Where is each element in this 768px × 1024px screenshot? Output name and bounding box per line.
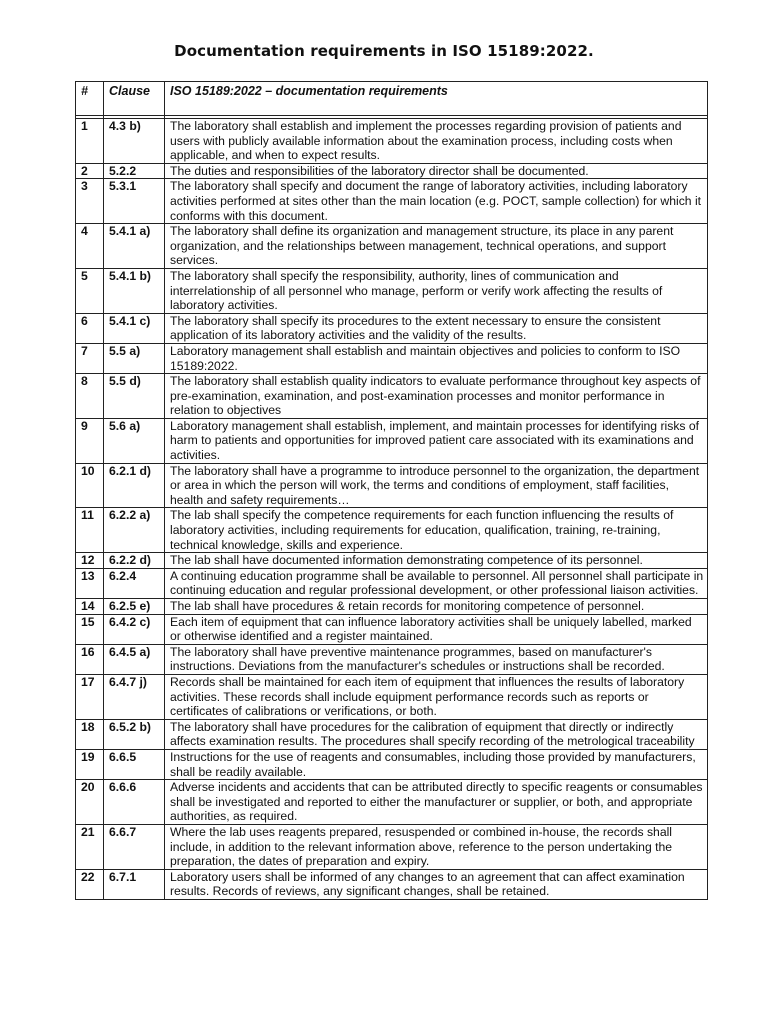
row-clause: 5.3.1	[104, 179, 165, 224]
row-clause: 6.2.2 a)	[104, 508, 165, 553]
table-row	[76, 313, 708, 343]
table-row	[76, 224, 708, 269]
row-clause: 5.4.1 a)	[104, 224, 165, 269]
row-clause: 5.5 d)	[104, 374, 165, 419]
table-row	[76, 119, 708, 164]
row-clause: 6.2.1 d)	[104, 463, 165, 508]
row-number: 7	[76, 343, 104, 373]
row-requirement-text: Where the lab uses reagents prepared, resuspended or combined in-house, the records shall include, in addition to the relevant information above, reference to the person undertaking the preparation, the dates of preparation and expiry.	[165, 824, 708, 869]
row-requirement-text: Laboratory management shall establish, implement, and maintain processes for identifying risks of harm to patients and opportunities for improved patient care associated with its examinations and activities.	[165, 418, 708, 463]
row-requirement-text: The duties and responsibilities of the laboratory director shall be documented.	[165, 163, 708, 179]
header-number: #	[76, 82, 104, 116]
row-requirement-text: Each item of equipment that can influence laboratory activities shall be uniquely labelled, marked or otherwise identified and a register maintained.	[165, 614, 708, 644]
table-row	[76, 869, 708, 899]
row-requirement-text: The laboratory shall specify its procedures to the extent necessary to ensure the consistent application of its laboratory activities and the validity of the results.	[165, 313, 708, 343]
row-clause: 6.4.5 a)	[104, 644, 165, 674]
row-clause: 6.6.5	[104, 749, 165, 779]
row-requirement-text: The lab shall have documented information demonstrating competence of its personnel.	[165, 553, 708, 569]
row-requirement-text: The laboratory shall establish and implement the processes regarding provision of patients and users with publicly available information about the examination process, including costs when applicable, and when to expect results.	[165, 119, 708, 164]
row-requirement-text: Laboratory management shall establish and maintain objectives and policies to conform to ISO 15189:2022.	[165, 343, 708, 373]
row-requirement-text: The laboratory shall establish quality indicators to evaluate performance throughout key aspects of pre-examination, examination, and post-examination processes and monitor performance in relation to objectives	[165, 374, 708, 419]
row-clause: 6.6.6	[104, 780, 165, 825]
table-row	[76, 644, 708, 674]
row-number: 9	[76, 418, 104, 463]
table-row	[76, 599, 708, 615]
page-title: Documentation requirements in ISO 15189:2022.	[174, 42, 594, 60]
row-requirement-text: The laboratory shall have a programme to introduce personnel to the organization, the department or area in which the person will work, the terms and conditions of employment, staff facilities, health and safety requirements…	[165, 463, 708, 508]
row-clause: 6.6.7	[104, 824, 165, 869]
row-number: 20	[76, 780, 104, 825]
row-clause: 6.7.1	[104, 869, 165, 899]
row-clause: 6.5.2 b)	[104, 719, 165, 749]
row-requirement-text: The lab shall have procedures & retain records for monitoring competence of personnel.	[165, 599, 708, 615]
row-number: 13	[76, 568, 104, 598]
row-clause: 5.6 a)	[104, 418, 165, 463]
requirements-table	[75, 81, 708, 900]
table-row	[76, 568, 708, 598]
row-number: 11	[76, 508, 104, 553]
table-row	[76, 418, 708, 463]
table-row	[76, 163, 708, 179]
row-number: 15	[76, 614, 104, 644]
row-number: 10	[76, 463, 104, 508]
row-requirement-text: The laboratory shall specify and document the range of laboratory activities, including laboratory activities performed at sites other than the main location (e.g. POCT, sample collection) for which it conforms with this document.	[165, 179, 708, 224]
row-number: 22	[76, 869, 104, 899]
table-row	[76, 463, 708, 508]
row-requirement-text: The laboratory shall have preventive maintenance programmes, based on manufacturer's instructions. Deviations from the manufacturer's schedules or instructions shall be recorded.	[165, 644, 708, 674]
row-number: 18	[76, 719, 104, 749]
table-row	[76, 780, 708, 825]
row-requirement-text: The laboratory shall specify the responsibility, authority, lines of communication and interrelationship of all personnel who manage, perform or verify work affecting the results of laboratory activities.	[165, 268, 708, 313]
row-clause: 6.4.7 j)	[104, 674, 165, 719]
table-row	[76, 614, 708, 644]
row-number: 1	[76, 119, 104, 164]
row-number: 16	[76, 644, 104, 674]
row-number: 5	[76, 268, 104, 313]
table-row	[76, 749, 708, 779]
table-header-row	[76, 82, 708, 116]
row-clause: 5.2.2	[104, 163, 165, 179]
table-row	[76, 508, 708, 553]
row-clause: 6.2.5 e)	[104, 599, 165, 615]
row-number: 21	[76, 824, 104, 869]
row-clause: 6.4.2 c)	[104, 614, 165, 644]
header-requirement: ISO 15189:2022 – documentation requirements	[165, 82, 708, 116]
row-number: 8	[76, 374, 104, 419]
table-row	[76, 374, 708, 419]
table-row	[76, 674, 708, 719]
row-clause: 5.5 a)	[104, 343, 165, 373]
row-clause: 6.2.4	[104, 568, 165, 598]
row-number: 17	[76, 674, 104, 719]
row-requirement-text: Records shall be maintained for each item of equipment that influences the results of laboratory activities. These records shall include equipment performance records such as reports or certificates of calibrations or verifications, or both.	[165, 674, 708, 719]
table-row	[76, 343, 708, 373]
table-row	[76, 553, 708, 569]
row-clause: 5.4.1 c)	[104, 313, 165, 343]
table-body	[76, 116, 708, 900]
row-requirement-text: Laboratory users shall be informed of any changes to an agreement that can affect examination results. Records of reviews, any significant changes, shall be retained.	[165, 869, 708, 899]
row-requirement-text: The laboratory shall have procedures for the calibration of equipment that directly or indirectly affects examination results. The procedures shall specify recording of the metrological traceability	[165, 719, 708, 749]
row-number: 2	[76, 163, 104, 179]
row-requirement-text: A continuing education programme shall be available to personnel. All personnel shall participate in continuing education and regular professional development, or other professional liaison activities.	[165, 568, 708, 598]
row-number: 3	[76, 179, 104, 224]
row-clause: 4.3 b)	[104, 119, 165, 164]
table-row	[76, 824, 708, 869]
row-number: 6	[76, 313, 104, 343]
table-row	[76, 268, 708, 313]
row-clause: 6.2.2 d)	[104, 553, 165, 569]
row-requirement-text: The lab shall specify the competence requirements for each function influencing the results of laboratory activities, including requirements for education, qualification, training, re-training, technical knowledge, skills and experience.	[165, 508, 708, 553]
row-requirement-text: The laboratory shall define its organization and management structure, its place in any parent organization, and the relationships between management, technical operations, and support services.	[165, 224, 708, 269]
table-row	[76, 719, 708, 749]
row-number: 19	[76, 749, 104, 779]
row-requirement-text: Adverse incidents and accidents that can be attributed directly to specific reagents or consumables shall be investigated and reported to either the manufacturer or supplier, or both, and appropriate authorities, as required.	[165, 780, 708, 825]
row-number: 4	[76, 224, 104, 269]
row-clause: 5.4.1 b)	[104, 268, 165, 313]
header-clause: Clause	[104, 82, 165, 116]
row-number: 14	[76, 599, 104, 615]
table-row	[76, 179, 708, 224]
row-requirement-text: Instructions for the use of reagents and consumables, including those provided by manufacturers, shall be readily available.	[165, 749, 708, 779]
row-number: 12	[76, 553, 104, 569]
